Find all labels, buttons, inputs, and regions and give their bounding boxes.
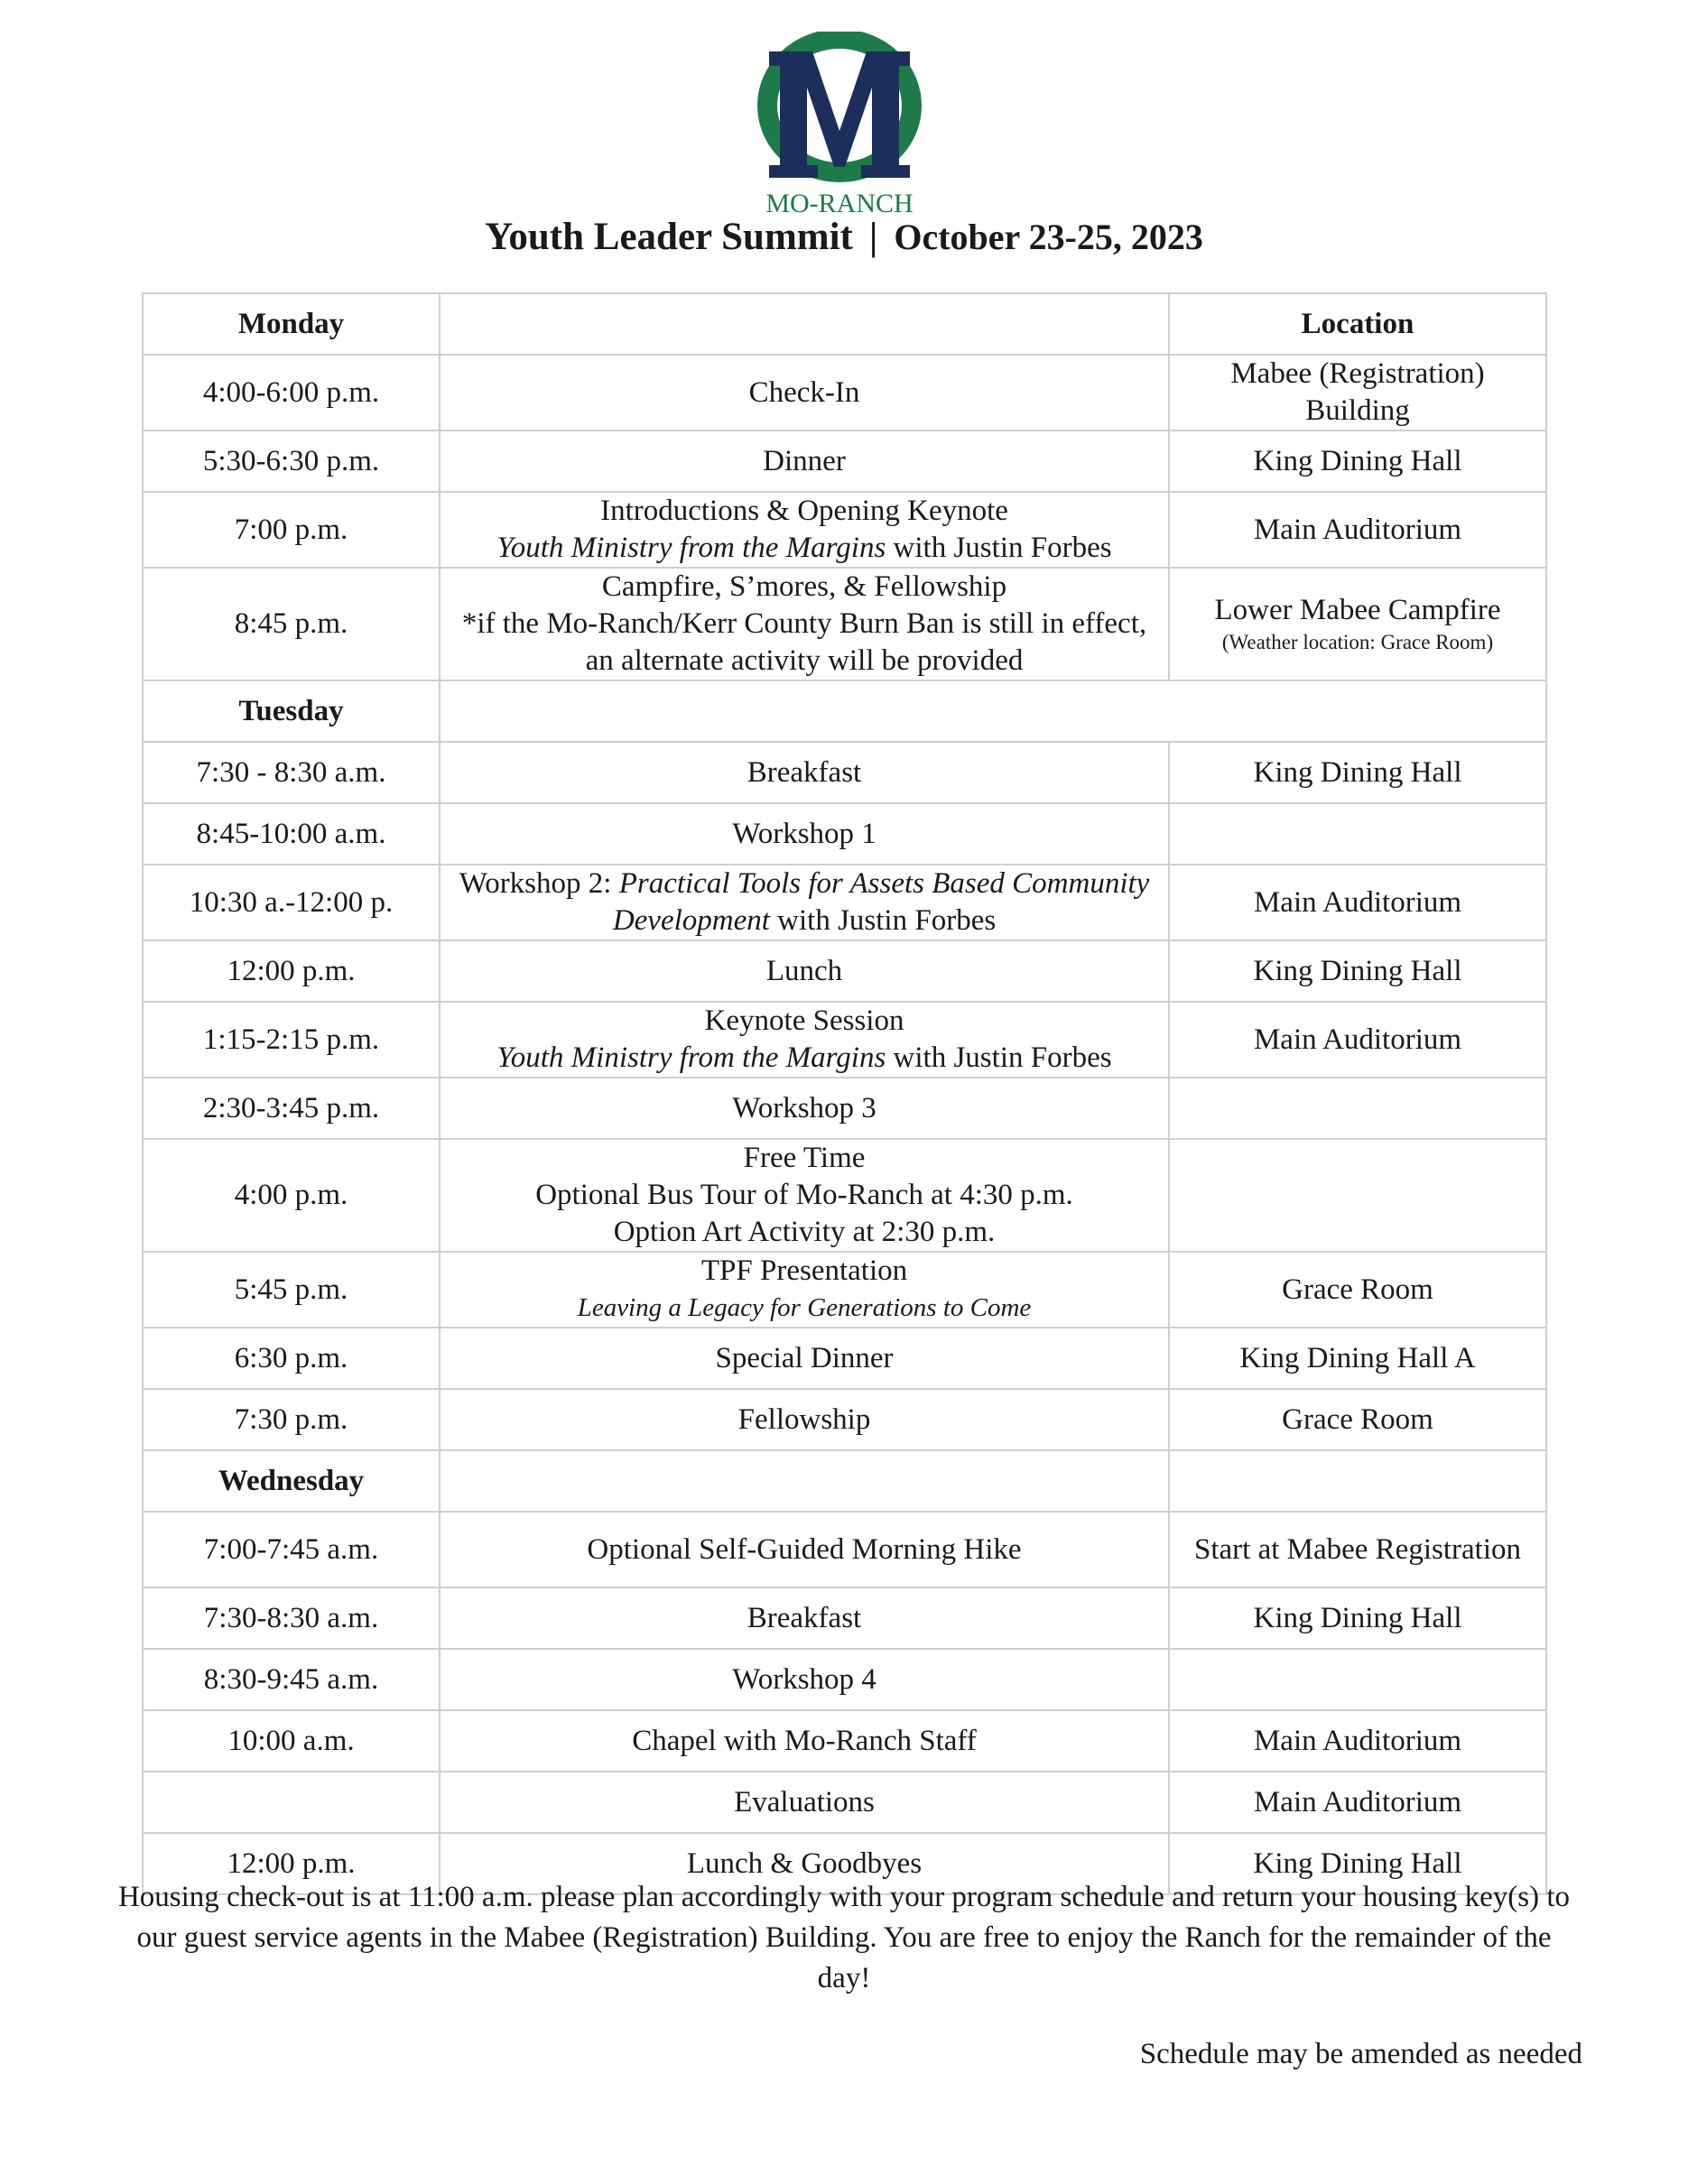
location-header: Location [1169,293,1546,355]
event-italic-title: Practical Tools for Assets Based Community Development [612,867,1150,937]
event-detail-line: Option Art Activity at 2:30 p.m. [613,1216,996,1248]
location-cell [1169,1139,1546,1252]
location-note: (Weather location: Grace Room) [1221,631,1494,653]
table-row [143,803,1546,865]
event-title-line: Keynote Session [704,1004,904,1037]
event-cell [440,1002,1169,1078]
amend-note: Schedule may be amended as needed [1139,2038,1582,2070]
event-cell: Workshop 3 [440,1078,1169,1139]
location-cell: King Dining Hall [1169,742,1546,803]
location-cell [1169,1649,1546,1710]
event-dates: October 23-25, 2023 [894,217,1203,257]
event-title-line: Introductions & Opening Keynote [600,495,1008,527]
event-cell: Breakfast [440,1587,1169,1649]
schedule-table [142,292,1547,1895]
location-cell: Main Auditorium [1169,492,1546,568]
day-label: Monday [143,293,440,355]
event-title-line: TPF Presentation [700,1254,908,1287]
checkout-note: Housing check-out is at 11:00 a.m. please plan accordingly with your program schedule and return your housing key(s) to our guest service agents in the Mabee (Registration) Building. You are free to enjoy the Ranch for the remainder of the day! [117,1881,1571,1994]
event-cell [440,492,1169,568]
time-cell: 8:45-10:00 a.m. [143,803,440,865]
time-cell: 8:45 p.m. [143,568,440,680]
day-header-row [143,680,1546,742]
logo-brand-text: MO-RANCH [765,189,914,217]
day-label: Tuesday [143,680,440,742]
table-row [143,430,1546,492]
table-row [143,1587,1546,1649]
event-detail-line [446,1040,1163,1077]
time-cell: 10:00 a.m. [143,1710,440,1772]
time-cell: 6:30 p.m. [143,1328,440,1389]
event-cell: Chapel with Mo-Ranch Staff [440,1710,1169,1772]
time-cell: 12:00 p.m. [143,1833,440,1894]
title-separator: | [868,216,878,258]
table-row [143,742,1546,803]
table-row [143,355,1546,430]
time-cell: 4:00 p.m. [143,1139,440,1252]
event-speaker: with Justin Forbes [886,1041,1112,1074]
table-row [143,1002,1546,1078]
empty-cell [440,293,1169,355]
event-detail-line: Optional Bus Tour of Mo-Ranch at 4:30 p.m. [535,1179,1073,1211]
time-cell: 7:30 - 8:30 a.m. [143,742,440,803]
table-row [143,492,1546,568]
location-cell: Mabee (Registration) Building [1169,355,1546,430]
table-row [143,1328,1546,1389]
table-row [143,940,1546,1002]
location-cell: Start at Mabee Registration [1169,1512,1546,1587]
table-row [143,1252,1546,1328]
time-cell: 5:30-6:30 p.m. [143,430,440,492]
table-row [143,568,1546,680]
time-cell [143,1772,440,1833]
event-cell [440,865,1169,940]
day-header-row [143,1450,1546,1512]
location-name: Lower Mabee Campfire [1214,594,1501,626]
table-row [143,1772,1546,1833]
location-cell: King Dining Hall [1169,940,1546,1002]
event-cell: Breakfast [440,742,1169,803]
event-cell: Evaluations [440,1772,1169,1833]
time-cell: 7:00 p.m. [143,492,440,568]
event-prefix: Workshop 2: [459,867,619,900]
location-cell: King Dining Hall [1169,1587,1546,1649]
location-cell: King Dining Hall A [1169,1328,1546,1389]
table-row [143,1078,1546,1139]
time-cell: 4:00-6:00 p.m. [143,355,440,430]
day-header-row [143,293,1546,355]
event-cell: Lunch & Goodbyes [440,1833,1169,1894]
location-cell: Main Auditorium [1169,1772,1546,1833]
time-cell: 8:30-9:45 a.m. [143,1649,440,1710]
event-cell: Dinner [440,430,1169,492]
day-label: Wednesday [143,1450,440,1512]
table-row [143,1512,1546,1587]
event-cell: Lunch [440,940,1169,1002]
time-cell: 7:00-7:45 a.m. [143,1512,440,1587]
location-cell: King Dining Hall [1169,430,1546,492]
table-row [143,1389,1546,1450]
time-cell: 12:00 p.m. [143,940,440,1002]
event-cell: Workshop 1 [440,803,1169,865]
event-italic-title: Youth Ministry from the Margins [496,532,886,564]
event-cell: Check-In [440,355,1169,430]
event-cell: Optional Self-Guided Morning Hike [440,1512,1169,1587]
event-title-line: Free Time [743,1142,866,1174]
page-title [0,215,1688,259]
location-cell: Grace Room [1169,1389,1546,1450]
mo-ranch-logo [749,32,930,217]
location-cell: Main Auditorium [1169,865,1546,940]
event-detail-line [446,530,1163,567]
table-row [143,865,1546,940]
event-note: *if the Mo-Ranch/Kerr County Burn Ban is still in effect, an alternate activity will be provided [461,607,1147,677]
event-cell: Workshop 4 [440,1649,1169,1710]
event-title: Youth Leader Summit [485,216,853,258]
table-row [143,1139,1546,1252]
empty-cell [440,1450,1169,1512]
location-cell [1169,803,1546,865]
time-cell: 5:45 p.m. [143,1252,440,1328]
event-cell [440,1139,1169,1252]
location-cell: Main Auditorium [1169,1002,1546,1078]
event-italic-title: Youth Ministry from the Margins [496,1041,886,1074]
event-cell [440,568,1169,680]
event-cell [440,1252,1169,1328]
time-cell: 7:30-8:30 a.m. [143,1587,440,1649]
empty-cell [1169,1450,1546,1512]
location-cell: King Dining Hall [1169,1833,1546,1894]
location-cell: Grace Room [1169,1252,1546,1328]
time-cell: 10:30 a.-12:00 p. [143,865,440,940]
location-cell [1169,568,1546,680]
event-title-line: Campfire, S’mores, & Fellowship [601,570,1007,603]
event-cell: Special Dinner [440,1328,1169,1389]
event-speaker: with Justin Forbes [886,532,1112,564]
location-cell: Main Auditorium [1169,1710,1546,1772]
event-subtitle: Leaving a Legacy for Generations to Come [577,1293,1032,1322]
time-cell: 2:30-3:45 p.m. [143,1078,440,1139]
empty-cell [440,680,1546,742]
event-cell: Fellowship [440,1389,1169,1450]
location-cell [1169,1078,1546,1139]
event-speaker: with Justin Forbes [769,904,997,937]
time-cell: 7:30 p.m. [143,1389,440,1450]
time-cell: 1:15-2:15 p.m. [143,1002,440,1078]
table-row [143,1649,1546,1710]
table-row [143,1710,1546,1772]
